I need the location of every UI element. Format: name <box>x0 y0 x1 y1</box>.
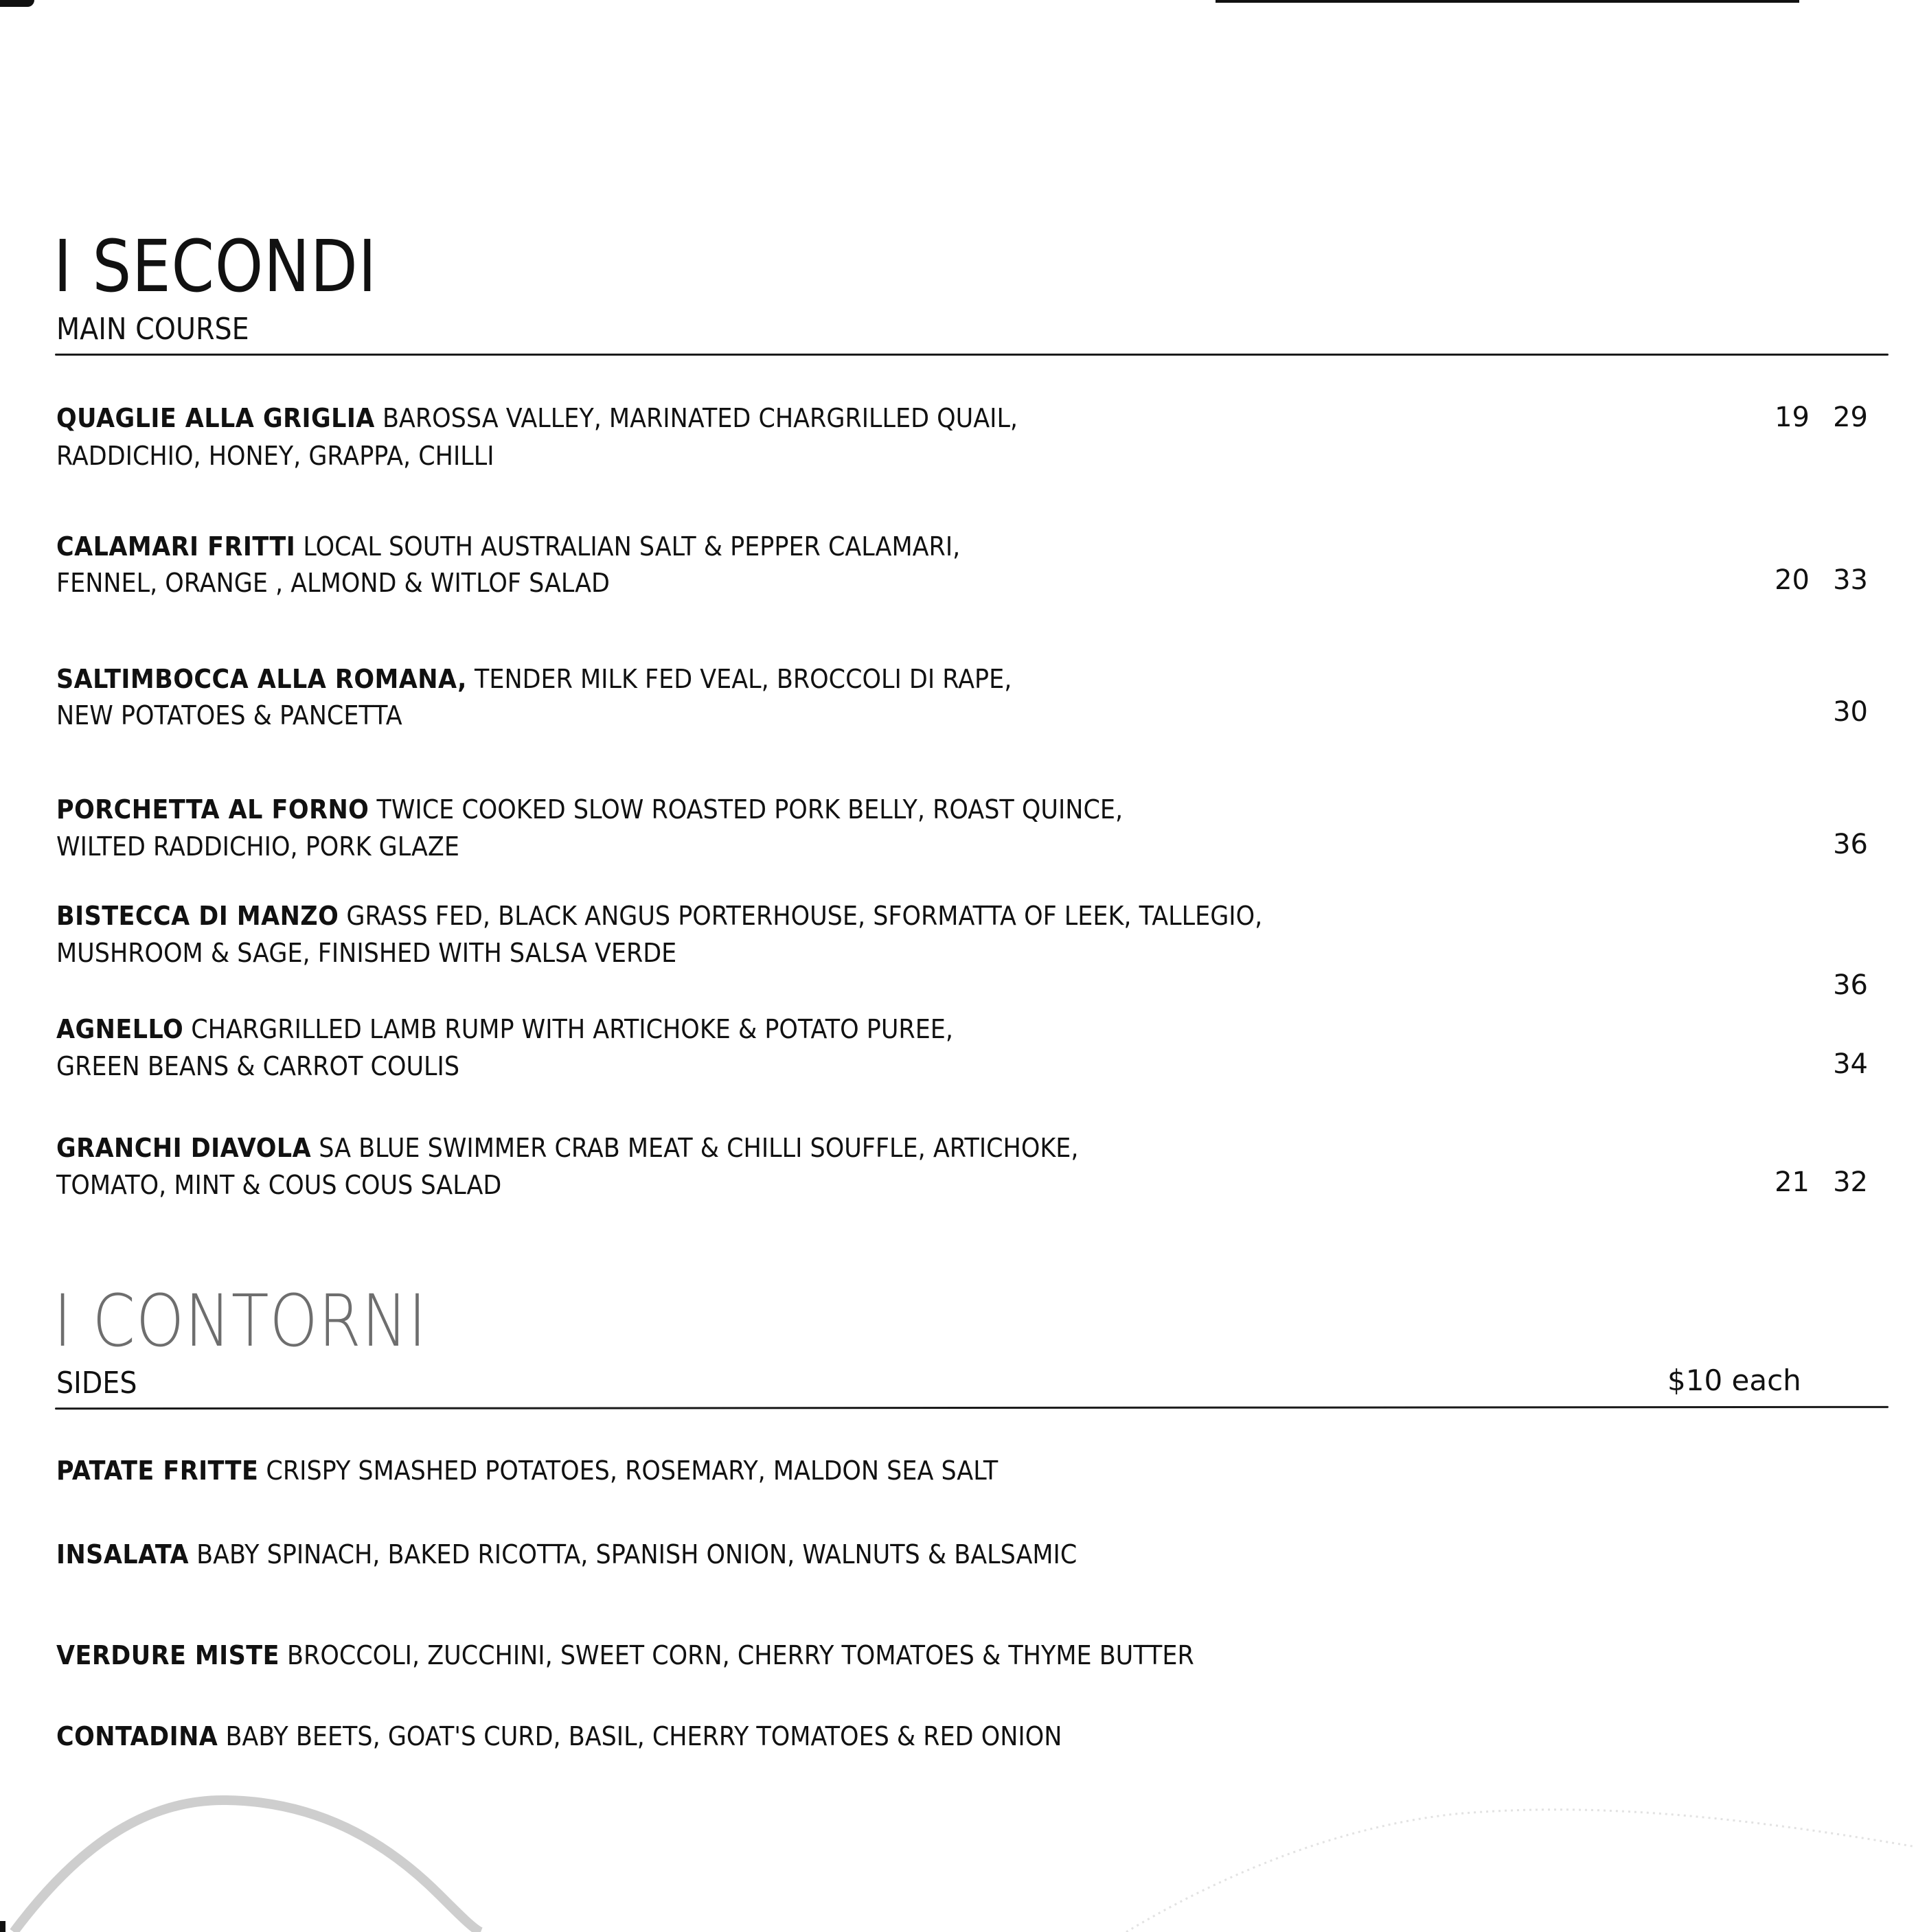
price-large: 32 <box>1833 1166 1868 1198</box>
item-description-cont: NEW POTATOES & PANCETTA <box>56 700 402 731</box>
item-description: TENDER MILK FED VEAL, BROCCOLI DI RAPE, <box>475 664 1012 694</box>
item-description: SA BLUE SWIMMER CRAB MEAT & CHILLI SOUFFLE, ARTICHOKE, <box>319 1133 1079 1163</box>
section-subtitle: SIDES <box>56 1366 137 1401</box>
price-large: 30 <box>1833 696 1868 728</box>
item-name: SALTIMBOCCA ALLA ROMANA, <box>56 664 467 694</box>
section-title: I CONTORNI <box>54 1279 427 1363</box>
item-description-cont: GREEN BEANS & CARROT COULIS <box>56 1051 460 1081</box>
item-name: CONTADINA <box>56 1721 218 1751</box>
menu-item <box>56 1723 1062 1749</box>
item-description: GRASS FED, BLACK ANGUS PORTERHOUSE, SFORMATTA OF LEEK, TALLEGIO, <box>346 901 1263 931</box>
scan-edge-mark-top-left <box>0 0 34 7</box>
item-name: CALAMARI FRITTI <box>56 531 296 562</box>
item-description: BAROSSA VALLEY, MARINATED CHARGRILLED QUAIL, <box>382 403 1018 433</box>
item-name: INSALATA <box>56 1539 189 1569</box>
section-divider <box>55 354 1889 356</box>
price-small: 20 <box>1775 564 1810 596</box>
item-description: TWICE COOKED SLOW ROASTED PORK BELLY, ROAST QUINCE, <box>376 794 1124 825</box>
item-description: CHARGRILLED LAMB RUMP WITH ARTICHOKE & POTATO PUREE, <box>191 1014 954 1044</box>
menu-item <box>56 1541 1077 1567</box>
item-name: AGNELLO <box>56 1014 184 1044</box>
item-name: GRANCHI DIAVOLA <box>56 1133 312 1163</box>
sides-price-note: $10 each <box>1667 1364 1801 1397</box>
item-description: BROCCOLI, ZUCCHINI, SWEET CORN, CHERRY TOMATOES & THYME BUTTER <box>287 1640 1194 1670</box>
menu-item <box>56 1642 1194 1668</box>
decorative-swoosh <box>0 1758 1916 1932</box>
item-description: LOCAL SOUTH AUSTRALIAN SALT & PEPPER CALAMARI, <box>303 531 961 562</box>
item-description: BABY SPINACH, BAKED RICOTTA, SPANISH ONION, WALNUTS & BALSAMIC <box>196 1539 1077 1569</box>
menu-item <box>56 1458 998 1484</box>
price-large: 36 <box>1833 969 1868 1001</box>
item-name: PATATE FRITTE <box>56 1456 259 1486</box>
item-description-cont: FENNEL, ORANGE , ALMOND & WITLOF SALAD <box>56 568 610 598</box>
item-description-cont: MUSHROOM & SAGE, FINISHED WITH SALSA VERDE <box>56 938 677 968</box>
price-large: 29 <box>1833 402 1868 433</box>
section-title: I SECONDI <box>54 225 377 308</box>
section-subtitle: MAIN COURSE <box>56 312 249 347</box>
item-name: BISTECCA DI MANZO <box>56 901 339 931</box>
item-description-cont: WILTED RADDICHIO, PORK GLAZE <box>56 831 459 862</box>
item-name: PORCHETTA AL FORNO <box>56 794 369 825</box>
section-divider <box>55 1406 1889 1410</box>
item-description-cont: RADDICHIO, HONEY, GRAPPA, CHILLI <box>56 441 494 471</box>
price-small: 21 <box>1775 1166 1810 1198</box>
price-small: 19 <box>1775 402 1810 433</box>
price-large: 34 <box>1833 1048 1868 1080</box>
price-large: 33 <box>1833 564 1868 596</box>
item-description: BABY BEETS, GOAT'S CURD, BASIL, CHERRY TOMATOES & RED ONION <box>225 1721 1062 1751</box>
item-name: VERDURE MISTE <box>56 1640 280 1670</box>
item-description: CRISPY SMASHED POTATOES, ROSEMARY, MALDON SEA SALT <box>266 1456 999 1486</box>
price-large: 36 <box>1833 829 1868 860</box>
item-description-cont: TOMATO, MINT & COUS COUS SALAD <box>56 1170 502 1200</box>
item-name: QUAGLIE ALLA GRIGLIA <box>56 403 375 433</box>
scan-edge-mark-top-right <box>1216 0 1799 3</box>
